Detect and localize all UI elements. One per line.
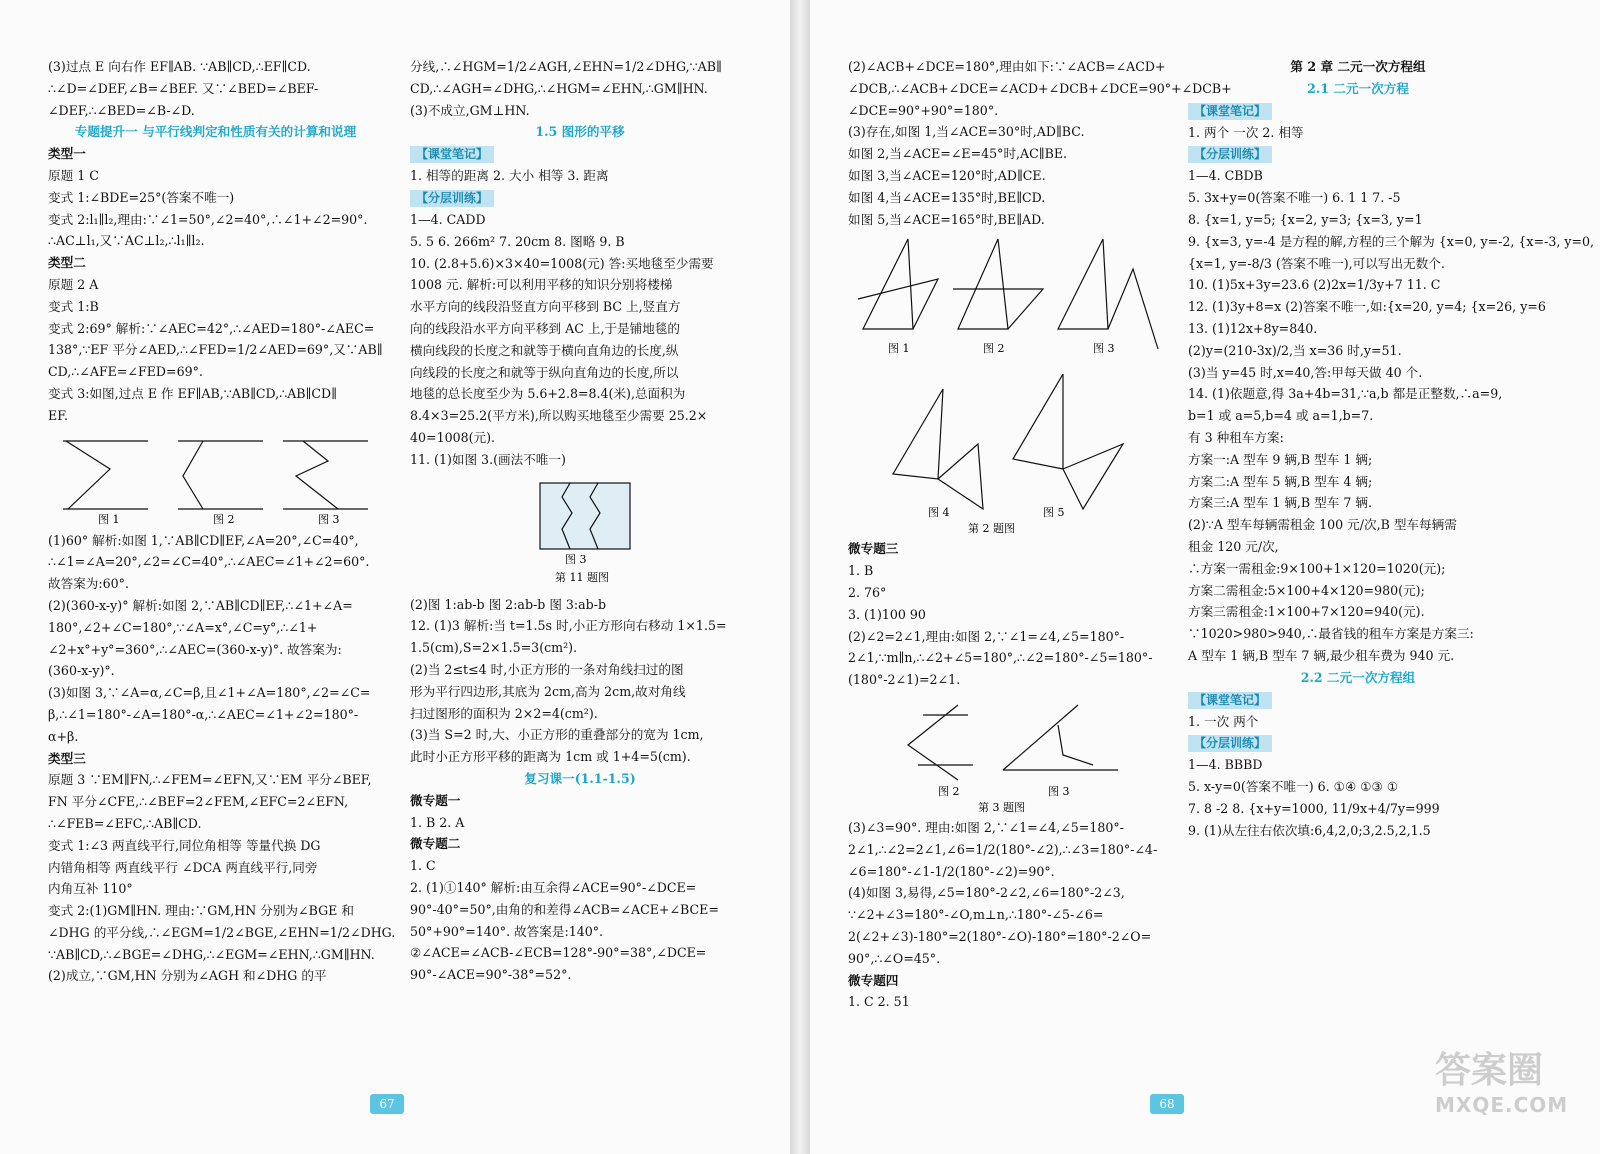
col3-line: 如图 4,当∠ACE=135°时,BE∥CD. <box>848 189 1046 205</box>
col1_b-line: β,∴∠1=180°-∠A=180°-α,∴∠AEC=∠1+∠2=180°- <box>48 706 359 722</box>
col4-line: 2.1 二元一次方程 <box>1307 80 1409 96</box>
col2_d-line: 2. (1)①140° 解析:由互余得∠ACE=90°-∠DCE= <box>410 879 697 895</box>
col1-line: (3)过点 E 向右作 EF∥AB. ∵AB∥CD,∴EF∥CD. <box>48 59 311 74</box>
col2_c-line: 向线段的长度之和就等于纵向直角边的长度,所以 <box>410 364 679 380</box>
col3_c-line: ∠6=180°-∠1-1/2(180°-∠2)=90°. <box>848 863 1055 879</box>
col4_c-line: (2)∵A 型车每辆需租金 100 元/次,B 型车每辆需 <box>1188 517 1457 533</box>
col1_b-line: 变式 2:(1)GM∥HN. 理由:∵GM,HN 分别为∠BGE 和 <box>48 903 354 919</box>
col2-line: 1.5 图形的平移 <box>535 124 625 140</box>
layered-practice-tag-2: 【分层训练】 <box>1188 735 1272 752</box>
col2_d-line: 90°-∠ACE=90°-38°=52°. <box>410 967 572 983</box>
col4_c-line: 租金 120 元/次, <box>1188 538 1279 554</box>
col2_d-line: 1. C <box>410 858 436 874</box>
col3-line: 如图 2,当∠ACE=∠E=45°时,AC∥BE. <box>848 146 1068 162</box>
col4_e-line: 5. x-y=0(答案不唯一) 6. ①④ ①③ ① <box>1188 779 1399 795</box>
column-1 <box>48 56 396 987</box>
layered-practice-tag: 【分层训练】 <box>410 190 494 207</box>
col4_c-line: 12. (1)3y+8=x (2)答案不唯一,如:{x=20, y=4; {x=26, y=6 <box>1188 299 1546 315</box>
watermark-text: 答案圈 <box>1435 1050 1544 1091</box>
col1-line: 专题提升一 与平行线判定和性质有关的计算和说理 <box>74 124 357 140</box>
col1-line: EF. <box>48 407 68 423</box>
fig5-label: 图 5 <box>1043 506 1065 520</box>
page-number-right: 68 <box>1150 1094 1184 1114</box>
col2_c-line: 10. (2.8+5.6)×3×40=1008(元) 答:买地毯至少需要 <box>410 255 714 271</box>
col2_c-line: 水平方向的线段沿竖直方向平移到 BC 上,竖直方 <box>410 299 681 315</box>
col3_b-line: (2)∠2=2∠1,理由:如图 2,∵∠1=∠4,∠5=180°- <box>848 628 1125 644</box>
fig4-label: 图 4 <box>928 506 950 520</box>
page-number-left: 67 <box>370 1094 404 1114</box>
col1_b-line: (3)如图 3,∵∠A=α,∠C=β,且∠1+∠A=180°,∠2=∠C= <box>48 685 371 701</box>
column-4 <box>1188 56 1595 842</box>
col3_c-line: 90°,∴∠O=45°. <box>848 950 941 966</box>
col2_c-line: 1008 元. 解析:可以利用平移的知识分别将楼梯 <box>410 277 673 293</box>
col3_c-line: 微专题四 <box>848 972 899 988</box>
q11-caption: 第 11 题图 <box>555 570 609 584</box>
watermark-url: MXQE.COM <box>1435 1093 1569 1117</box>
col2_d-line: 12. (1)3 解析:当 t=1.5s 时,小正方形向右移动 1×1.5= <box>410 618 727 634</box>
col1-line: ∠DEF,∴∠BED=∠B-∠D. <box>48 102 195 118</box>
col1_b-line: ∵AB∥CD,∴∠BGE=∠DHG,∴∠EGM=∠EHN,∴GM∥HN. <box>48 946 375 962</box>
col3_c-line: (4)如图 3,易得,∠5=180°-2∠2,∠6=180°-2∠3, <box>848 885 1125 901</box>
col3_b-line: 微专题三 <box>848 541 899 557</box>
col3_b-line: (180°-2∠1)=2∠1. <box>848 672 961 688</box>
col2_d-line: (2)当 2≤t≤4 时,小正方形的一条对角线扫过的图 <box>410 661 684 677</box>
fig3-caption: 图 3 <box>565 552 587 566</box>
watermark-logo <box>1435 1042 1585 1142</box>
col1_b-line: ∠DHG 的平分线,∴∠EGM=1/2∠BGE,∠EHN=1/2∠DHG. <box>48 924 396 940</box>
col3_b-line: 2. 76° <box>848 584 887 600</box>
col4_c-line: 8. {x=1, y=5; {x=2, y=3; {x=3, y=1 <box>1188 211 1423 227</box>
col3-line: (2)∠ACB+∠DCE=180°,理由如下:∵∠ACB=∠ACD+ <box>848 59 1166 74</box>
col1_b-line: α+β. <box>48 728 79 744</box>
col1-line: 原题 1 C <box>48 167 99 183</box>
class-notes-tag: 【课堂笔记】 <box>410 146 494 163</box>
col4_c-line: ∵1020>980>940,∴最省钱的租车方案是方案三: <box>1188 626 1474 642</box>
parallel-lines-figures <box>48 431 383 526</box>
layered-practice-tag: 【分层训练】 <box>1188 146 1272 163</box>
col2_d-line: 形为平行四边形,其底为 2cm,高为 2cm,故对角线 <box>410 683 686 699</box>
col2_c-line: 横向线段的长度之和就等于横向直角边的长度,纵 <box>410 342 679 358</box>
col4_c-line: A 型车 1 辆,B 型车 7 辆,最少租车费为 940 元. <box>1188 647 1455 663</box>
col2-line: 分线,∴∠HGM=1/2∠AGH,∠EHN=1/2∠DHG,∵AB∥ <box>410 59 722 74</box>
column-2 <box>410 56 750 986</box>
col3_b-line: 3. (1)100 90 <box>848 606 926 622</box>
col1_b-line: ∠2+x°+y°=360°,∴∠AEC=(360-x-y)°. 故答案为: <box>48 641 342 657</box>
col2_d-line: 微专题二 <box>410 836 461 852</box>
col4_d-line: 1. 一次 两个 <box>1188 713 1259 729</box>
col2_d-line: 扫过图形的面积为 2×2=4(cm²). <box>410 705 598 721</box>
fig1-label: 图 1 <box>98 512 120 526</box>
col4_c-line: ∴方案一需租金:9×100+1×120=1020(元); <box>1188 560 1446 576</box>
q3-caption: 第 3 题图 <box>978 800 1025 814</box>
book-gutter <box>790 0 810 1154</box>
col3-line: (3)存在,如图 1,当∠ACE=30°时,AD∥BC. <box>848 124 1085 140</box>
col1_b-line: (2)成立,∵GM,HN 分别为∠AGH 和∠DHG 的平 <box>48 968 327 984</box>
col1-line: 变式 2:l₁∥l₂,理由:∵∠1=50°,∠2=40°,∴∠1+∠2=90°. <box>48 211 368 227</box>
col4_c-line: 方案一:A 型车 9 辆,B 型车 1 辆; <box>1188 451 1373 467</box>
col2_c-line: 地毯的总长度至少为 5.6+2.8=8.4(米),总面积为 <box>410 386 686 402</box>
col1_b-line: 原题 3 ∵EM∥FN,∴∠FEM=∠EFN,又∵EM 平分∠BEF, <box>48 772 372 788</box>
col3_c-line: ∵∠2+∠3=180°-∠O,m⊥n,∴180°-∠5-∠6= <box>848 907 1104 923</box>
col1-line: 原题 2 A <box>48 276 99 292</box>
translation-figure <box>410 475 750 590</box>
col4_c-line: 5. 3x+y=0(答案不唯一) 6. 1 1 7. -5 <box>1188 190 1401 206</box>
col2-line: CD,∴∠AGH=∠DHG,∴∠HGM=∠EHN,∴GM∥HN. <box>410 80 708 96</box>
col2_d-line: 90°-40°=50°,由角的和差得∠ACB=∠ACE+∠BCE= <box>410 901 719 917</box>
col2_c-line: 向的线段沿水平方向平移到 AC 上,于是铺地毯的 <box>410 320 681 336</box>
col2_d-line: ②∠ACE=∠ACB-∠ECB=128°-90°=38°,∠DCE= <box>410 945 707 961</box>
col1_b-line: 内角互补 110° <box>48 881 133 897</box>
col1-line: 类型一 <box>48 146 86 162</box>
col2_c-line: 8.4×3=25.2(平方米),所以购买地毯至少需要 25.2× <box>410 408 708 424</box>
col4_e-line: 1—4. BBBD <box>1188 757 1263 773</box>
fig2-label: 图 2 <box>213 512 235 526</box>
col1-line: 变式 1:B <box>48 298 99 314</box>
col4-line: 第 2 章 二元一次方程组 <box>1290 59 1426 74</box>
col1_b-line: FN 平分∠CFE,∴∠BEF=2∠FEM,∠EFC=2∠EFN, <box>48 794 349 810</box>
col4_e-line: 9. (1)从左往右依次填:6,4,2,0;3,2.5,2,1.5 <box>1188 822 1431 838</box>
col1_b-line: (2)(360-x-y)° 解析:如图 2,∵AB∥CD∥EF,∴∠1+∠A= <box>48 597 353 613</box>
col3-line: ∠DCB,∴∠ACB+∠DCE=∠ACD+∠DCB+∠DCE=90°+∠DCB+ <box>848 80 1232 96</box>
class-notes-tag: 【课堂笔记】 <box>1188 103 1272 120</box>
col2_d-line: 复习课一(1.1-1.5) <box>524 770 636 786</box>
col3_c-line: 1. C 2. 51 <box>848 994 910 1010</box>
col1_b-line: (360-x-y)°. <box>48 663 115 679</box>
col2_c-line: 11. (1)如图 3.(画法不唯一) <box>410 451 566 467</box>
col1_b-line: 180°,∠2+∠C=180°,∵∠A=x°,∠C=y°,∴∠1+ <box>48 619 318 635</box>
col1-line: 138°,∵EF 平分∠AED,∴∠FED=1/2∠AED=69°,又∵AB∥ <box>48 342 383 358</box>
col2_d-line: 微专题一 <box>410 792 461 808</box>
col2_c-line: 1—4. CADD <box>410 211 486 227</box>
col2_c-line: 5. 5 6. 266m² 7. 20cm 8. 图略 9. B <box>410 233 625 249</box>
col1-line: 变式 1:∠BDE=25°(答案不唯一) <box>48 189 235 205</box>
col4_c-line: b=1 或 a=5,b=4 或 a=1,b=7. <box>1188 408 1374 424</box>
col2-line: (3)不成立,GM⊥HN. <box>410 102 530 118</box>
fig3-label: 图 3 <box>1048 784 1070 798</box>
col1-line: 类型二 <box>48 255 86 271</box>
col3-line: 如图 3,当∠ACE=120°时,AD∥CE. <box>848 167 1046 183</box>
col3_b-line: 1. B <box>848 563 874 579</box>
col1_b-line: 变式 1:∠3 两直线平行,同位角相等 等量代换 DG <box>48 837 321 853</box>
col4_c-line: (2)y=(210-3x)/2,当 x=36 时,y=51. <box>1188 342 1402 358</box>
col3_c-line: 2(∠2+∠3)-180°=2(180°-∠O)-180°=180°-2∠O= <box>848 928 1152 944</box>
q2-caption: 第 2 题图 <box>968 522 1015 536</box>
col4_c-line: 9. {x=3, y=-4 是方程的解,方程的三个解为 {x=0, y=-2, {x=-3, y=0, <box>1188 233 1595 249</box>
col1-line: 变式 2:69° 解析:∵∠AEC=42°,∴∠AED=180°-∠AEC= <box>48 320 375 336</box>
col2_c-line: 40=1008(元). <box>410 429 496 445</box>
fig2-label: 图 2 <box>983 342 1005 356</box>
reflection-figures <box>848 695 1178 813</box>
col4_c-line: 14. (1)依题意,得 3a+4b=31,∵a,b 都是正整数,∴a=9, <box>1188 386 1503 402</box>
col1-line: ∴∠D=∠DEF,∠B=∠BEF. 又∵∠BED=∠BEF- <box>48 80 319 96</box>
col4_c-line: 1—4. CBDB <box>1188 168 1263 184</box>
col2_d-line: (2)图 1:ab-b 图 2:ab-b 图 3:ab-b <box>410 596 607 612</box>
class-notes-tag-2: 【课堂笔记】 <box>1188 692 1272 709</box>
fig3-label: 图 3 <box>318 512 340 526</box>
col3_c-line: 2∠1,∴∠2=2∠1,∠6=1/2(180°-∠2),∴∠3=180°-∠4- <box>848 841 1158 857</box>
col2_d-line: 1. B 2. A <box>410 814 465 830</box>
col1_b-line: 故答案为:60°. <box>48 576 129 592</box>
col2_d-line: 1.5(cm),S=2×1.5=3(cm²). <box>410 640 578 656</box>
col2_d-line: 50°+90°=140°. 故答案是:140°. <box>410 923 604 939</box>
col4_c-line: 方案三:A 型车 1 辆,B 型车 7 辆. <box>1188 495 1372 511</box>
col1_b-line: ∴∠FEB=∠EFC,∴AB∥CD. <box>48 815 202 831</box>
col3_b-line: 2∠1,∵m∥n,∴∠2+∠5=180°,∴∠2=180°-∠5=180°- <box>848 650 1153 666</box>
col4_c-line: 有 3 种租车方案: <box>1188 429 1284 445</box>
fig2-label: 图 2 <box>938 784 960 798</box>
fig1-label: 图 1 <box>888 342 910 356</box>
col1_b-line: ∴∠1=∠A=20°,∠2=∠C=40°,∴∠AEC=∠1+∠2=60°. <box>48 554 370 570</box>
col4_e-line: 7. 8 -2 8. {x+y=1000, 11/9x+4/7y=999 <box>1188 800 1440 816</box>
col3-line: 如图 5,当∠ACE=165°时,BE∥AD. <box>848 211 1045 227</box>
col1-line: CD,∴∠AFE=∠FED=69°. <box>48 364 203 380</box>
col4_c-line: (3)当 y=45 时,x=40,答:甲每天做 40 个. <box>1188 364 1423 380</box>
col4_c-line: 方案三需租金:1×100+7×120=940(元). <box>1188 604 1425 620</box>
col2_d-line: 此时小正方形平移的距离为 1cm 或 1+4=5(cm). <box>410 749 691 765</box>
col4_c-line: 方案二:A 型车 5 辆,B 型车 4 辆; <box>1188 473 1373 489</box>
col4_c-line: 方案二需租金:5×100+4×120=980(元); <box>1188 582 1425 598</box>
col1_b-line: 类型三 <box>48 750 86 766</box>
fig3-label: 图 3 <box>1093 342 1115 356</box>
col3-line: ∠DCE=90°+90°=180°. <box>848 102 999 118</box>
col1-line: 变式 3:如图,过点 E 作 EF∥AB,∵AB∥CD,∴AB∥CD∥ <box>48 385 337 401</box>
col3_c-line: (3)∠3=90°. 理由:如图 2,∵∠1=∠4,∠5=180°- <box>848 819 1124 835</box>
col4_c-line: 13. (1)12x+8y=840. <box>1188 320 1318 336</box>
col4_c-line: 10. (1)5x+3y=23.6 (2)2x=1/3y+7 11. C <box>1188 277 1441 293</box>
col2_d-line: (3)当 S=2 时,大、小正方形的重叠部分的宽为 1cm, <box>410 727 704 743</box>
col1-line: ∴AC⊥l₁,又∵AC⊥l₂,∴l₁∥l₂. <box>48 233 205 249</box>
col2_b-line: 1. 相等的距离 2. 大小 相等 3. 距离 <box>410 168 609 184</box>
col1_b-line: (1)60° 解析:如图 1,∵AB∥CD∥EF,∠A=20°,∠C=40°, <box>48 532 359 548</box>
col4_b-line: 1. 两个 一次 2. 相等 <box>1188 124 1304 140</box>
col4_c-line: {x=1, y=-8/3 (答案不唯一),可以写出无数个. <box>1188 255 1445 271</box>
col4_c-line: 2.2 二元一次方程组 <box>1300 669 1416 685</box>
triangle-figures <box>848 234 1178 534</box>
col1_b-line: 内错角相等 两直线平行 ∠DCA 两直线平行,同旁 <box>48 859 318 875</box>
